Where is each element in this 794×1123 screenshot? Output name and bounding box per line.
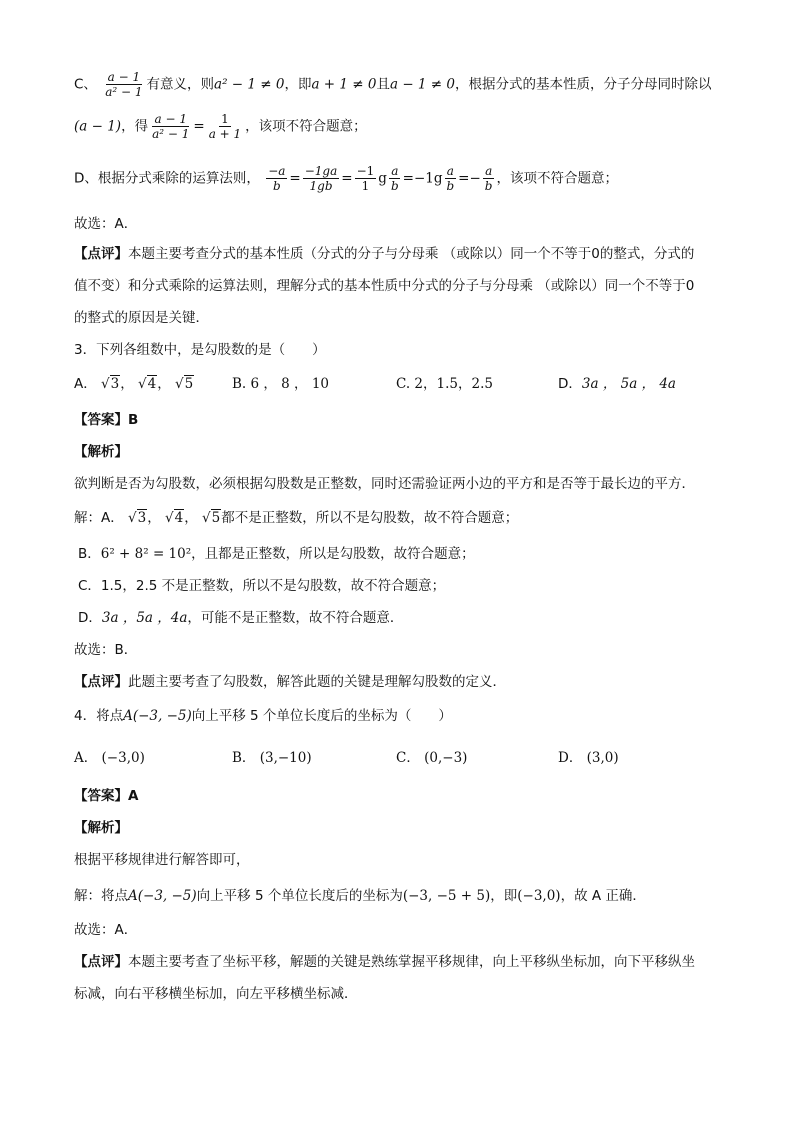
- q3-choose: 故选：B．: [74, 642, 138, 658]
- q3-option-c: C. 2，1.5，2.5: [396, 376, 493, 392]
- fraction-denominator: 1gb: [309, 179, 333, 193]
- q4-solution: [74, 886, 646, 906]
- text: ，根据分式的基本性质，分子分母同时除以: [455, 76, 712, 93]
- math: (−3,0): [517, 888, 561, 904]
- text: 向上平移 5 个单位长度后的坐标为（ ）: [191, 708, 452, 724]
- q2-choose: 故选：A．: [74, 216, 138, 232]
- q3-review: [74, 672, 506, 692]
- math: a + 1 ≠ 0: [311, 76, 377, 93]
- fraction: [483, 164, 495, 193]
- text: D、根据分式乘除的运算法则，: [74, 170, 260, 187]
- text: 有意义，则: [146, 76, 215, 93]
- fraction-denominator: a² − 1: [152, 127, 190, 141]
- math: −: [469, 170, 481, 187]
- fraction-numerator: a: [485, 164, 493, 178]
- q3-answer: 【答案】B: [74, 412, 139, 428]
- fraction-denominator: a + 1: [208, 127, 242, 141]
- q4-option-d: D． (3,0): [558, 750, 619, 766]
- q2-review-line-1: [74, 244, 694, 264]
- math: a − 1 ≠ 0: [389, 76, 455, 93]
- text: B．: [78, 546, 101, 562]
- sqrt: √5: [175, 376, 194, 392]
- math: (a − 1): [74, 118, 122, 135]
- text: 本题主要考查分式的基本性质（分式的分子与分母乘 （或除以）同一个不等于0的整式，分式的: [128, 246, 695, 262]
- radicand: 4: [174, 510, 184, 526]
- math: (−3, −5 + 5): [402, 888, 491, 904]
- q4-review-line-2: 标减，向右平移横坐标加，向左平移横坐标减．: [74, 986, 358, 1002]
- q4-choose: 故选：A．: [74, 922, 138, 938]
- text: 4．将点: [74, 708, 124, 724]
- q2-review-line-2: 值不变）和分式乘除的运算法则，理解分式的基本性质中分式的分子与分母乘 （或除以）同一个不等于0: [74, 278, 695, 294]
- option-c-line-1: [74, 70, 712, 99]
- text: ，该项不符合题意；: [245, 118, 367, 135]
- q4-stem: [74, 706, 452, 726]
- text: ，得: [121, 118, 149, 135]
- fraction: [103, 70, 144, 99]
- math: A(−3, −5): [128, 888, 197, 904]
- option-c-label: C、: [74, 76, 97, 93]
- q3-solution-c: C．1.5，2.5 不是正整数，所以不是勾股数，故不符合题意；: [78, 578, 446, 594]
- q3-analysis-text: 欲判断是否为勾股数，必须根据勾股数是正整数，同时还需验证两小边的平方和是否等于最长边的平方．: [74, 476, 695, 492]
- fraction-denominator: a² − 1: [105, 85, 143, 99]
- text: D．: [78, 610, 102, 626]
- text: 解：A．: [74, 510, 124, 526]
- text: ，即: [284, 76, 312, 93]
- math: a² − 1 ≠ 0: [214, 76, 285, 93]
- q3-solution-a: [74, 508, 518, 528]
- sqrt: √3: [101, 376, 120, 392]
- text: ，故 A 正确．: [560, 888, 646, 904]
- option-c-line-2: [74, 112, 367, 141]
- radicand: 4: [147, 376, 157, 392]
- text: 本题主要考查了坐标平移，解题的关键是熟练掌握平移规律，向上平移纵坐标加，向下平移纵坐: [128, 954, 695, 970]
- q4-review-line-1: [74, 952, 695, 972]
- radicand: 5: [184, 376, 194, 392]
- text: 且: [376, 76, 390, 93]
- text: 解：将点: [74, 888, 128, 904]
- fraction-numerator: −1ga: [304, 164, 338, 178]
- fraction-numerator: −a: [268, 164, 286, 178]
- text: ，该项不符合题意；: [496, 170, 618, 187]
- q3-option-d: [558, 374, 676, 394]
- radicand: 3: [137, 510, 147, 526]
- separator: ，: [157, 376, 171, 392]
- q3-solution-d: [78, 608, 403, 628]
- q3-option-b: B. 6 ， 8 ， 10: [232, 376, 330, 392]
- q4-analysis-label: 【解析】: [74, 820, 128, 836]
- fraction: [266, 164, 287, 193]
- q3-analysis-label: 【解析】: [74, 444, 128, 460]
- review-label: 【点评】: [74, 674, 128, 690]
- q3-stem: 3．下列各组数中，是勾股数的是（ ）: [74, 342, 326, 358]
- sqrt: √4: [165, 510, 184, 526]
- q3-option-a: [74, 374, 194, 394]
- fraction: [389, 164, 401, 193]
- fraction-denominator: b: [390, 179, 399, 193]
- q4-answer: 【答案】A: [74, 788, 139, 804]
- sqrt: √4: [138, 376, 157, 392]
- text: 向上平移 5 个单位长度后的坐标为: [196, 888, 403, 904]
- math: 3a ， 5a ， 4a: [581, 376, 676, 392]
- equals: =: [193, 118, 205, 135]
- fraction: [355, 164, 377, 193]
- math: −1g: [413, 170, 443, 187]
- review-label: 【点评】: [74, 246, 128, 262]
- radicand: 3: [110, 376, 120, 392]
- fraction-numerator: 1: [221, 112, 229, 126]
- q4-option-c: C． (0,−3): [396, 750, 468, 766]
- math: A(−3, −5): [123, 708, 192, 724]
- fraction: [207, 112, 243, 141]
- option-d-line: D、根据分式乘除的运算法则， $\frac{-a}{b}$ = $\frac{-1ga}{1gb}$ = $\frac{-1}{1}$ g $\frac{a}{b}$ =−1g $\frac{a}{b}$ =− $\frac{a}{b}$ ，该项不符合题意；: [74, 164, 618, 193]
- fraction-numerator: −1: [356, 164, 375, 178]
- separator: ，: [147, 510, 161, 526]
- text: 此题主要考查了勾股数，解答此题的关键是理解勾股数的定义．: [128, 674, 506, 690]
- text: ，且都是正整数，所以是勾股数，故符合题意；: [191, 546, 475, 562]
- sqrt: √5: [202, 510, 221, 526]
- fraction-numerator: a − 1: [154, 112, 187, 126]
- radicand: 5: [211, 510, 221, 526]
- q2-review-line-3: 的整式的原因是关键．: [74, 310, 209, 326]
- separator: ，: [120, 376, 134, 392]
- math: 3a ，5a ，4a: [101, 610, 188, 626]
- math: g: [378, 170, 387, 187]
- text: 都不是正整数，所以不是勾股数，故不符合题意；: [221, 510, 519, 526]
- fraction-denominator: b: [446, 179, 455, 193]
- text: ，即: [490, 888, 518, 904]
- fraction: [444, 164, 456, 193]
- text: ，可能不是正整数，故不符合题意．: [187, 610, 404, 626]
- q3-solution-b: [78, 544, 475, 564]
- q4-analysis-text: 根据平移规律进行解答即可，: [74, 852, 250, 868]
- fraction: [150, 112, 191, 141]
- fraction-denominator: b: [272, 179, 281, 193]
- fraction-numerator: a: [446, 164, 454, 178]
- q4-option-b: B． (3,−10): [232, 750, 312, 766]
- fraction-numerator: a − 1: [107, 70, 141, 84]
- sqrt: √3: [128, 510, 147, 526]
- fraction-denominator: 1: [361, 179, 370, 193]
- option-label: A．: [74, 376, 97, 392]
- fraction: [303, 164, 340, 193]
- option-label: D．: [558, 376, 582, 392]
- math: 6² + 8² = 10²: [100, 546, 192, 562]
- fraction-numerator: a: [391, 164, 399, 178]
- separator: ，: [184, 510, 198, 526]
- fraction-denominator: b: [484, 179, 493, 193]
- review-label: 【点评】: [74, 954, 128, 970]
- q4-option-a: A． (−3,0): [74, 750, 145, 766]
